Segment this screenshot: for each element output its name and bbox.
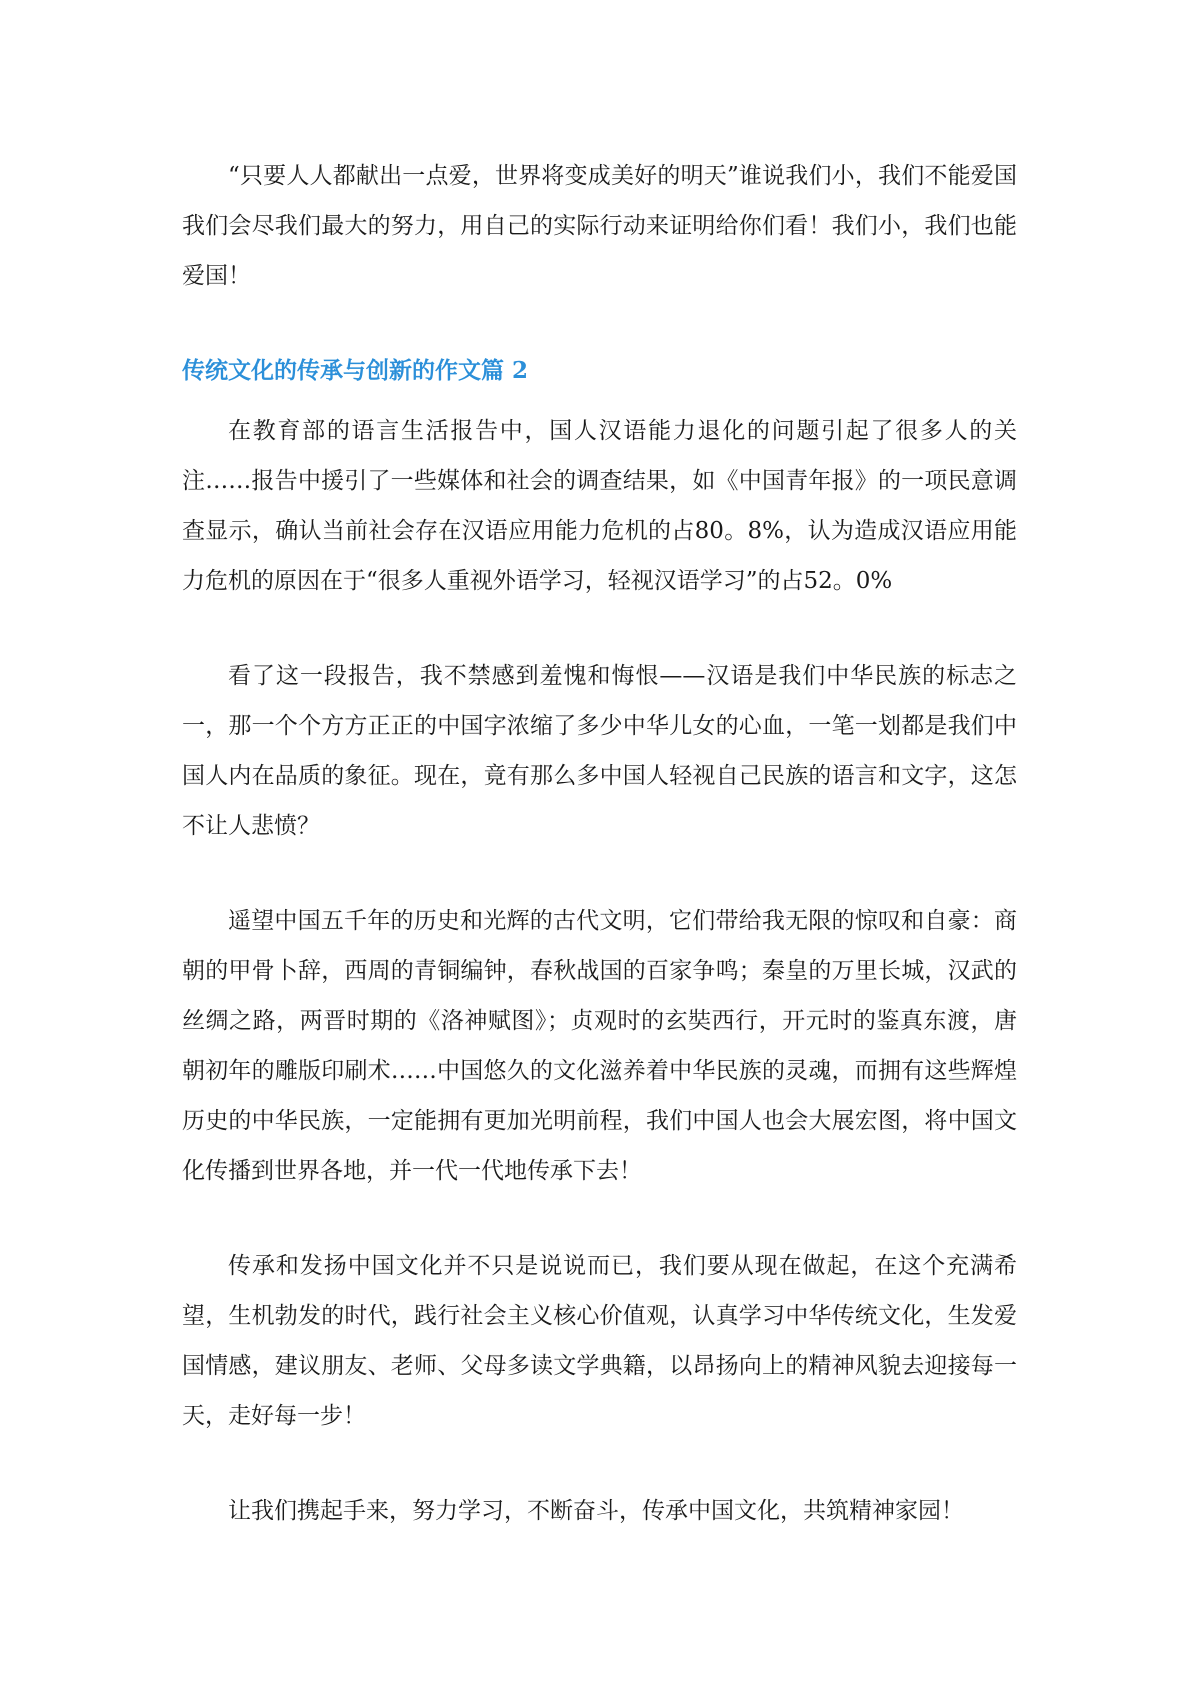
body-paragraph-1: 在教育部的语言生活报告中，国人汉语能力退化的问题引起了很多人的关注……报告中援引了一些媒体和社会的调查结果，如《中国青年报》的一项民意调查显示，确认当前社会存在汉语应用能力危机的占80。8%，认为造成汉语应用能力危机的原因在于“很多人重视外语学习，轻视汉语学习”的占52。0% (182, 418, 1017, 594)
document-body (182, 151, 1017, 1581)
body-paragraph-4: 传承和发扬中国文化并不只是说说而已，我们要从现在做起，在这个充满希望，生机勃发的时代，践行社会主义核心价值观，认真学习中华传统文化，生发爱国情感，建议朋友、老师、父母多读文学典籍，以昂扬向上的精神风貌去迎接每一天，走好每一步！ (182, 1253, 1017, 1429)
section-heading: 传统文化的传承与创新的作文篇 2 (182, 357, 529, 384)
body-paragraph-5: 让我们携起手来，努力学习，不断奋斗，传承中国文化，共筑精神家园！ (228, 1498, 964, 1524)
body-paragraph-2: 看了这一段报告，我不禁感到羞愧和悔恨——汉语是我们中华民族的标志之一，那一个个方方正正的中国字浓缩了多少中华儿女的心血，一笔一划都是我们中国人内在品质的象征。现在，竟有那么多中国人轻视自己民族的语言和文字，这怎不让人悲愤？ (182, 663, 1017, 839)
body-paragraph-3: 遥望中国五千年的历史和光辉的古代文明，它们带给我无限的惊叹和自豪：商朝的甲骨卜辞，西周的青铜编钟，春秋战国的百家争鸣；秦皇的万里长城，汉武的丝绸之路，两晋时期的《洛神赋图》；贞观时的玄奘西行，开元时的鉴真东渡，唐朝初年的雕版印刷术……中国悠久的文化滋养着中华民族的灵魂，而拥有这些辉煌历史的中华民族，一定能拥有更加光明前程，我们中国人也会大展宏图，将中国文化传播到世界各地，并一代一代地传承下去！ (182, 908, 1017, 1184)
intro-paragraph: “只要人人都献出一点爱，世界将变成美好的明天”谁说我们小，我们不能爱国我们会尽我们最大的努力，用自己的实际行动来证明给你们看！我们小，我们也能爱国！ (182, 163, 1017, 289)
